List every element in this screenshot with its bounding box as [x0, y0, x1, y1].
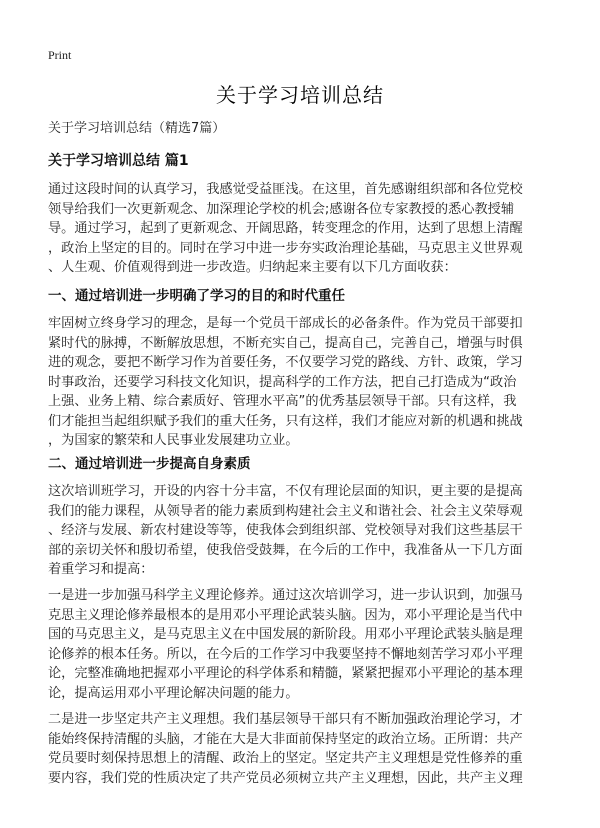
text-line: 上强、业务上精、综合素质好、管理水平高”的优秀基层领导干部。只有这样，我 — [48, 394, 517, 409]
text-line: 一是进一步加强马科学主义理论修养。通过这次培训学习，进一步认识到，加强马 — [48, 588, 523, 603]
page-title: 关于学习培训总结 — [216, 83, 384, 107]
text-line: 能始终保持清醒的头脑，才能在大是大非面前保持坚定的政治立场。正所谓：共产 — [48, 731, 523, 747]
document-subtitle: 关于学习培训总结（精选7篇） — [48, 121, 226, 136]
text-line: 论修养的根本任务。所以，在今后的工作学习中我要坚持不懈地刻苦学习邓小平理 — [48, 646, 523, 662]
section-2-paragraph-1 — [48, 482, 568, 580]
text-line: ，政治上坚定的目的。同时在学习中进一步夯实政治理论基础，马克思主义世界观 — [48, 240, 523, 256]
article-heading: 关于学习培训总结 篇1 — [48, 153, 189, 169]
text-line: 党员要时刻保持思想上的清醒、政治上的坚定。坚定共产主义理想是党性修养的重 — [48, 751, 523, 766]
text-line: 、人生观、价值观得到进一步改造。归纳起来主要有以下几方面收获： — [48, 260, 457, 275]
section-2-paragraph-3 — [48, 710, 568, 788]
text-line: 论，提高运用邓小平理论解决问题的能力。 — [48, 685, 299, 701]
text-line: 部的亲切关怀和殷切希望，使我倍受鼓舞，在今后的工作中，我准备从一下几方面 — [48, 542, 523, 558]
section-2-paragraph-2 — [48, 586, 568, 703]
text-line: 领导给我们一次更新观念、加深理论学校的机会;感谢各位专家教授的悉心教授辅 — [48, 201, 515, 217]
text-line: 这次培训班学习，开设的内容十分丰富，不仅有理论层面的知识，更主要的是提高 — [48, 484, 523, 499]
section-2-heading: 二、通过培训进一步提高自身素质 — [48, 456, 251, 472]
text-line: 牢固树立终身学习的理念，是每一个党员干部成长的必备条件。作为党员干部要扣 — [48, 316, 523, 331]
text-line: 克思主义理论修养最根本的是用邓小平理论武装头脑。因为，邓小平理论是当代中 — [48, 607, 523, 623]
text-line: 进的观念，要把不断学习作为首要任务，不仅要学习党的路线、方针、政策，学习 — [48, 355, 523, 370]
section-1-heading: 一、通过培训进一步明确了学习的目的和时代重任 — [48, 288, 345, 304]
text-line: 国的马克思主义，是马克思主义在中国发展的新阶段。用邓小平理论武装头脑是理 — [48, 627, 523, 642]
text-line: ，为国家的繁荣和人民事业发展建功立业。 — [48, 433, 299, 448]
text-line: 要内容，我们党的性质决定了共产党员必须树立共产主义理想，因此，共产主义理 — [48, 770, 523, 786]
text-line: 紧时代的脉搏，不断解放思想，不断充实自己，提高自己，完善自己，增强与时俱 — [48, 335, 523, 351]
section-1-paragraph — [48, 314, 568, 451]
text-line: 们才能担当起组织赋予我们的重大任务，只有这样，我们才能应对新的机遇和挑战 — [48, 413, 523, 429]
text-line: 二是进一步坚定共产主义理想。我们基层领导干部只有不断加强政治理论学习，才 — [48, 712, 523, 727]
text-line: 、经济与发展、新农村建设等等，使我体会到组织部、党校领导对我们这些基层干 — [48, 523, 523, 538]
print-label: Print — [48, 48, 72, 62]
text-line: 论，完整准确地把握邓小平理论的科学体系和精髓，紧紧把握邓小平理论的基本理 — [48, 666, 523, 681]
text-line: 着重学习和提高： — [48, 562, 154, 577]
intro-paragraph — [48, 180, 568, 278]
text-line: 通过这段时间的认真学习，我感觉受益匪浅。在这里，首先感谢组织部和各位党校 — [48, 182, 523, 197]
text-line: 时事政治，还要学习科技文化知识，提高科学的工作方法，把自己打造成为“政治 — [48, 374, 517, 390]
text-line: 导。通过学习，起到了更新观念、开阔思路，转变理念的作用，达到了思想上清醒 — [48, 221, 523, 236]
text-line: 我们的能力课程，从领导者的能力素质到构建社会主义和谐社会、社会主义荣辱观 — [48, 503, 523, 519]
